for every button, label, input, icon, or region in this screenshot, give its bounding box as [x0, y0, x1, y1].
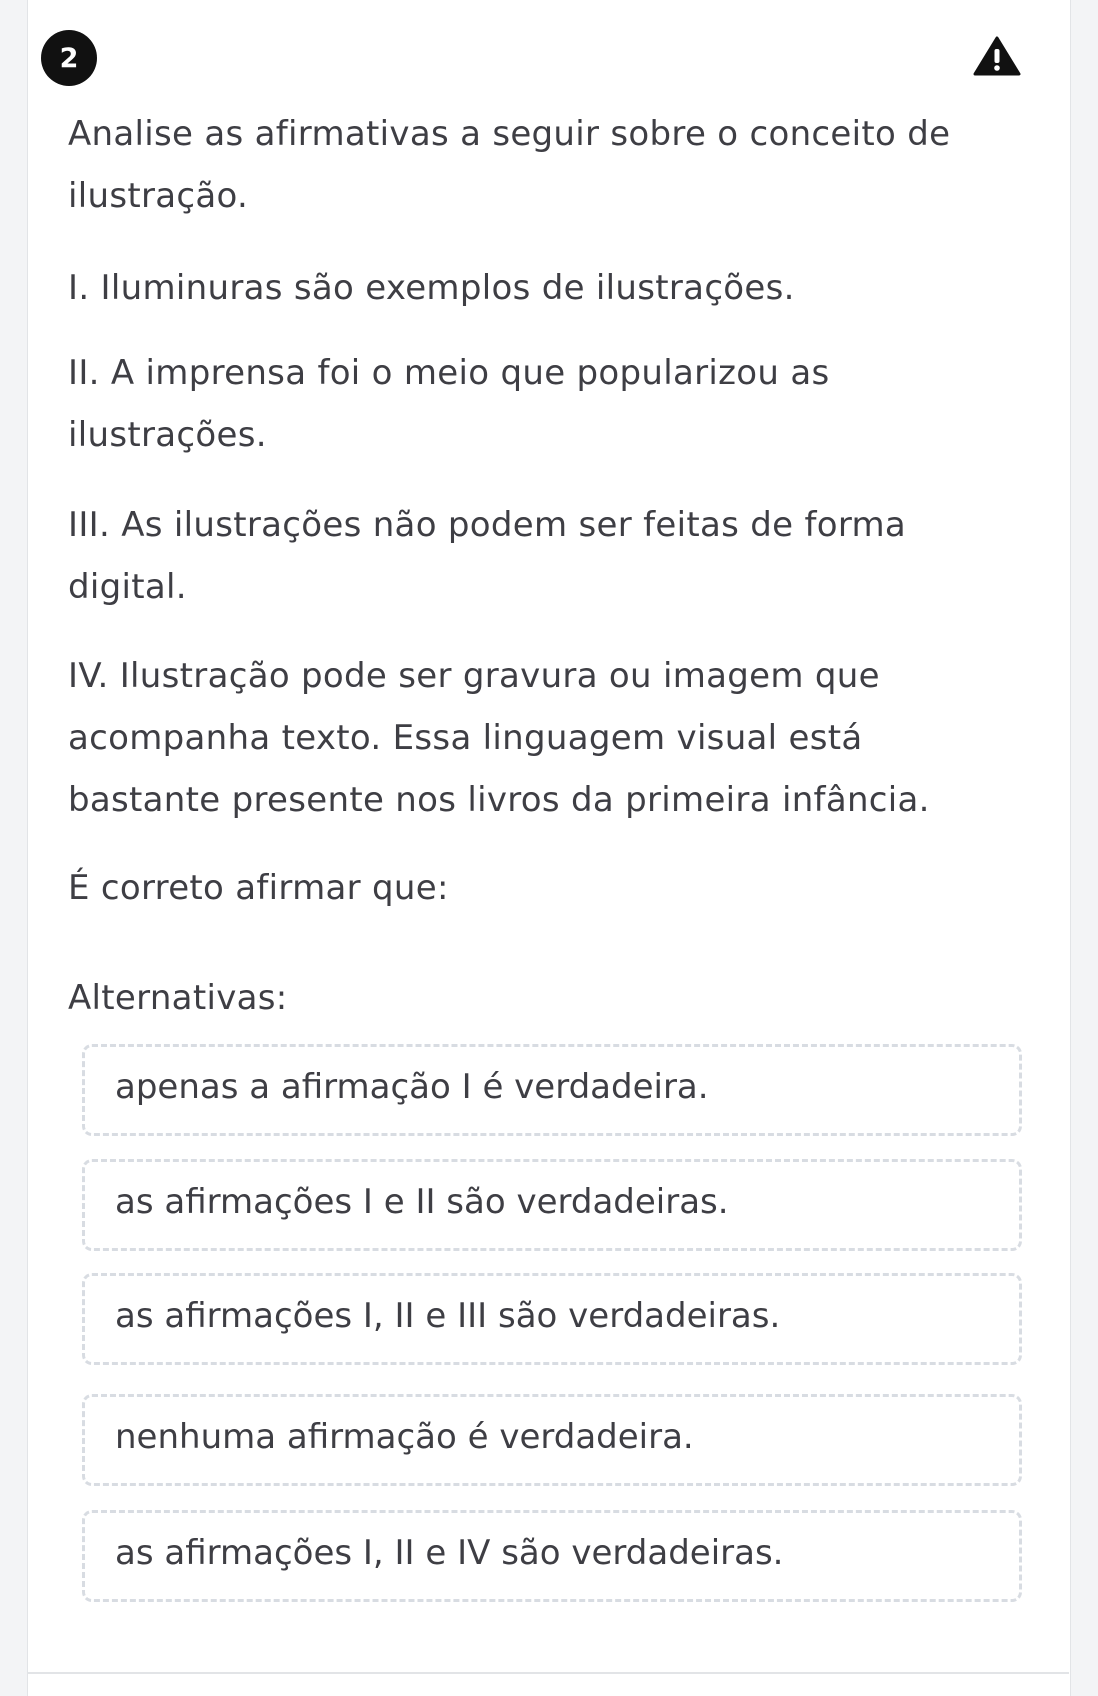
alternative-option-4[interactable]	[82, 1394, 1022, 1486]
alternative-option-1[interactable]	[82, 1044, 1022, 1136]
question-prompt: É correto afirmar que:	[68, 868, 449, 908]
item-ii-line-2: ilustrações.	[68, 415, 267, 455]
statement-line-1: Analise as afirmativas a seguir sobre o conceito de	[68, 114, 951, 154]
item-iii-line-2: digital.	[68, 567, 187, 607]
item-iv-line-3: bastante presente nos livros da primeira infância.	[68, 780, 930, 820]
item-ii-line-1: II. A imprensa foi o meio que popularizou as	[68, 353, 830, 393]
item-iv-line-2: acompanha texto. Essa linguagem visual está	[68, 718, 863, 758]
alternative-option-2[interactable]	[82, 1159, 1022, 1251]
alternative-option-label: as afirmações I, II e III são verdadeiras.	[115, 1296, 781, 1336]
question-number-badge: 2	[41, 30, 97, 86]
alternative-option-3[interactable]	[82, 1273, 1022, 1365]
item-iv-line-1: IV. Ilustração pode ser gravura ou imagem que	[68, 656, 880, 696]
item-iii-line-1: III. As ilustrações não podem ser feitas de forma	[68, 505, 907, 545]
statement-line-2: ilustração.	[68, 176, 249, 216]
alternatives-heading: Alternativas:	[68, 978, 288, 1018]
alternative-option-label: as afirmações I e II são verdadeiras.	[115, 1182, 729, 1222]
divider	[27, 1672, 1069, 1674]
alternative-option-5[interactable]	[82, 1510, 1022, 1602]
warning-triangle-icon[interactable]	[973, 36, 1021, 76]
item-i-line-1: I. Iluminuras são exemplos de ilustrações.	[68, 268, 795, 308]
alternative-option-label: as afirmações I, II e IV são verdadeiras.	[115, 1533, 784, 1573]
alternative-option-label: nenhuma afirmação é verdadeira.	[115, 1417, 694, 1457]
alternative-option-label: apenas a afirmação I é verdadeira.	[115, 1067, 709, 1107]
